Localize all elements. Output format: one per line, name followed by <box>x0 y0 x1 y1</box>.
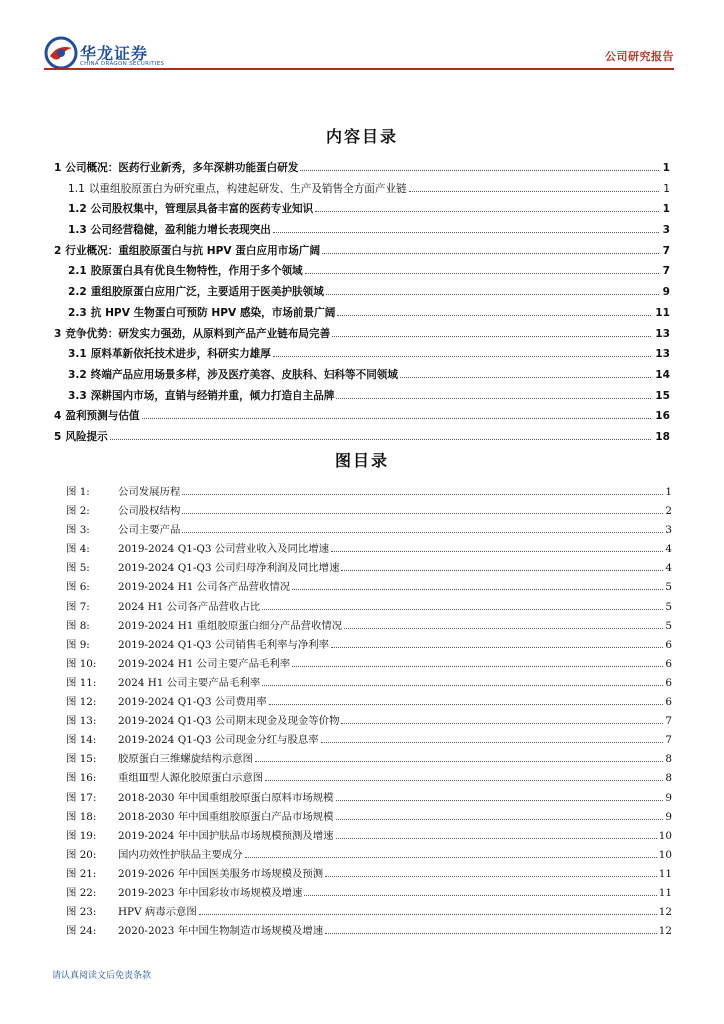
footer-disclaimer: 请认真阅读文后免责条款 <box>52 971 152 981</box>
dot-leader <box>262 601 663 610</box>
figure-entry-page: 8 <box>665 772 672 785</box>
figure-entry-page: 6 <box>665 657 672 670</box>
toc-entry-number: 3.1 <box>68 348 87 361</box>
toc-entry-text: 风险提示 <box>65 430 108 443</box>
figure-entry-page: 5 <box>665 600 672 613</box>
dragon-logo-icon <box>44 36 78 70</box>
toc-entry-text: 以重组胶原蛋白为研究重点，构建起研发、生产及销售全方面产业链 <box>88 182 407 195</box>
figure-entry-page: 2 <box>665 505 672 518</box>
figure-entry-text: 2019-2024 H1 公司各产品营收情况 <box>118 581 291 594</box>
figure-entry[interactable] <box>66 598 672 617</box>
dot-leader <box>142 410 652 419</box>
toc-entry-page: 7 <box>662 265 670 278</box>
figure-entry-text: 2019-2024 Q1-Q3 公司费用率 <box>118 696 267 709</box>
figure-entry-text: 2019-2024 Q1-Q3 公司期末现金及现金等价物 <box>118 715 340 728</box>
figure-entry-number: 图 14: <box>66 734 97 747</box>
figure-entry-page: 10 <box>658 848 672 861</box>
dot-leader <box>336 811 664 820</box>
toc-entry[interactable] <box>54 346 670 367</box>
toc-entry-page: 11 <box>655 306 670 319</box>
figure-entry[interactable] <box>66 559 672 578</box>
toc-entry-number: 4 <box>54 410 62 423</box>
figure-entry-text: 2024 H1 公司各产品营收占比 <box>118 600 261 613</box>
figure-entry[interactable] <box>66 712 672 731</box>
dot-leader <box>265 773 663 782</box>
figure-entry-text: 2019-2024 Q1-Q3 公司现金分红与股息率 <box>118 734 319 747</box>
logo-english-name: CHINA DRAGON SECURITIES <box>80 61 165 67</box>
figure-entry-number: 图 20: <box>66 848 97 861</box>
dot-leader <box>300 162 658 171</box>
dot-leader <box>255 754 663 763</box>
figure-entry-page: 4 <box>665 543 672 556</box>
figure-entry-number: 图 19: <box>66 829 97 842</box>
report-type-label: 公司研究报告 <box>605 50 674 63</box>
dot-leader <box>336 390 651 399</box>
figure-list <box>66 483 672 941</box>
dot-leader <box>199 906 657 915</box>
dot-leader <box>331 543 663 552</box>
figure-entry-number: 图 6: <box>66 581 90 594</box>
toc-entry-text: 重组胶原蛋白应用广泛，主要适用于医美护肤领域 <box>90 286 324 299</box>
figure-entry[interactable] <box>66 483 672 502</box>
toc-entry[interactable] <box>54 408 670 429</box>
figure-entry[interactable] <box>66 884 672 903</box>
dot-leader <box>292 658 663 667</box>
figure-entry[interactable] <box>66 655 672 674</box>
toc-entry-page: 9 <box>662 286 670 299</box>
figure-entry[interactable] <box>66 865 672 884</box>
toc-entry[interactable] <box>54 284 670 305</box>
toc-entry-text: 原料革新依托技术进步，科研实力雄厚 <box>90 348 271 361</box>
figure-entry[interactable] <box>66 731 672 750</box>
figure-entry-number: 图 17: <box>66 791 97 804</box>
figure-entry-number: 图 13: <box>66 715 97 728</box>
figure-list-title: 图目录 <box>334 451 389 470</box>
toc-entry[interactable] <box>54 263 670 284</box>
figure-entry-page: 7 <box>665 715 672 728</box>
dot-leader <box>400 369 651 378</box>
figure-entry-page: 6 <box>665 676 672 689</box>
logo-name: 华龙证券 <box>80 44 149 63</box>
figure-entry-page: 10 <box>658 829 672 842</box>
figure-entry-number: 图 7: <box>66 600 90 613</box>
toc-entry-text: 深耕国内市场，直销与经销并重，倾力打造自主品牌 <box>90 389 335 402</box>
figure-entry[interactable] <box>66 789 672 808</box>
figure-entry-number: 图 15: <box>66 753 97 766</box>
figure-entry-number: 图 16: <box>66 772 97 785</box>
dot-leader <box>304 887 656 896</box>
toc-entry[interactable] <box>54 367 670 388</box>
figure-entry-page: 9 <box>665 791 672 804</box>
figure-entry-page: 6 <box>665 696 672 709</box>
figure-entry-page: 7 <box>665 734 672 747</box>
figure-entry-number: 图 23: <box>66 906 97 919</box>
toc-entry-page: 18 <box>655 430 670 443</box>
toc-entry[interactable] <box>54 243 670 264</box>
toc-entry-page: 1 <box>662 203 670 216</box>
toc-entry-text: 公司股权集中，管理层具备丰富的医药专业知识 <box>90 203 314 216</box>
toc-entry-text: 终端产品应用场景多样，涉及医疗美容、皮肤科、妇科等不同领域 <box>90 368 398 381</box>
figure-entry-text: 2019-2024 Q1-Q3 公司营业收入及同比增速 <box>118 543 330 556</box>
dot-leader <box>321 734 664 743</box>
toc-entry-page: 15 <box>655 389 670 402</box>
toc-entry-text: 竞争优势：研发实力强劲，从原料到产品产业链布局完善 <box>65 327 331 340</box>
toc-entry-number: 2.2 <box>68 286 87 299</box>
figure-entry[interactable] <box>66 502 672 521</box>
toc-entry-page: 14 <box>655 368 670 381</box>
figure-entry-number: 图 18: <box>66 810 97 823</box>
figure-entry-text: 2019-2023 年中国彩妆市场规模及增速 <box>118 886 303 899</box>
figure-entry-page: 9 <box>665 810 672 823</box>
figure-entry-text: 2020-2023 年中国生物制造市场规模及增速 <box>118 925 324 938</box>
figure-entry[interactable] <box>66 636 672 655</box>
toc-entry-number: 2 <box>54 244 62 257</box>
figure-entry-text: 2019-2024 年中国护肤品市场规模预测及增速 <box>118 829 334 842</box>
figure-entry-number: 图 12: <box>66 696 97 709</box>
figure-entry-number: 图 9: <box>66 638 90 651</box>
figure-entry-page: 11 <box>658 867 672 880</box>
toc-entry-page: 1 <box>662 162 670 174</box>
figure-entry-page: 11 <box>658 886 672 899</box>
toc-entry-number: 2.3 <box>68 306 87 319</box>
dot-leader <box>325 868 657 877</box>
dot-leader <box>182 524 663 533</box>
figure-entry-number: 图 11: <box>66 676 97 689</box>
figure-entry[interactable] <box>66 903 672 922</box>
dot-leader <box>305 266 659 275</box>
toc-entry-number: 5 <box>54 430 62 443</box>
figure-entry[interactable] <box>66 769 672 788</box>
toc-entry-text: 抗 HPV 生物蛋白可预防 HPV 感染，市场前景广阔 <box>90 306 336 319</box>
figure-entry-text: 重组Ⅲ型人源化胶原蛋白示意图 <box>118 772 264 785</box>
figure-entry-text: 2019-2026 年中国医美服务市场规模及预测 <box>118 867 324 880</box>
toc-entry-number: 1.1 <box>68 182 85 195</box>
toc-entry[interactable] <box>54 160 670 181</box>
figure-entry-text: 2018-2030 年中国重组胶原蛋白原料市场规模 <box>118 791 334 804</box>
toc-entry-page: 1 <box>663 182 670 195</box>
toc-entry[interactable] <box>54 305 670 326</box>
toc-entry-page: 3 <box>662 224 670 237</box>
toc-entry-number: 2.1 <box>68 265 87 278</box>
toc-entry[interactable] <box>54 326 670 347</box>
toc-entry-number: 3.3 <box>68 389 87 402</box>
toc-entry[interactable] <box>54 429 670 450</box>
dot-leader <box>273 224 659 233</box>
dot-leader <box>341 715 663 724</box>
figure-entry-number: 图 22: <box>66 886 97 899</box>
dot-leader <box>110 431 652 440</box>
figure-entry-page: 5 <box>665 581 672 594</box>
dot-leader <box>273 348 651 357</box>
toc-entry-text: 胶原蛋白具有优良生物特性，作用于多个领域 <box>90 265 303 278</box>
dot-leader <box>262 677 663 686</box>
toc-entry-text: 盈利预测与估值 <box>65 410 140 423</box>
dot-leader <box>326 286 659 295</box>
dot-leader <box>341 563 663 572</box>
figure-entry-text: HPV 病毒示意图 <box>118 906 197 919</box>
dot-leader <box>336 830 657 839</box>
figure-entry-number: 图 24: <box>66 925 97 938</box>
figure-entry-page: 5 <box>665 619 672 632</box>
toc-entry[interactable] <box>54 201 670 222</box>
toc-entry[interactable] <box>54 181 670 202</box>
toc-entry[interactable] <box>54 222 670 243</box>
dot-leader <box>292 582 663 591</box>
company-logo <box>44 36 214 76</box>
toc-entry-number: 1.2 <box>68 203 87 216</box>
toc-entry-text: 公司概况：医药行业新秀，多年深耕功能蛋白研发 <box>65 162 299 174</box>
dot-leader <box>269 696 664 705</box>
figure-entry-page: 12 <box>658 906 672 919</box>
figure-entry-number: 图 4: <box>66 543 90 556</box>
figure-entry-text: 2024 H1 公司主要产品毛利率 <box>118 676 261 689</box>
figure-entry[interactable] <box>66 808 672 827</box>
dot-leader <box>344 620 663 629</box>
figure-entry-text: 公司股权结构 <box>118 505 181 518</box>
dot-leader <box>331 639 663 648</box>
toc-entry-number: 1.3 <box>68 224 87 237</box>
figure-entry-text: 公司发展历程 <box>118 486 181 498</box>
figure-entry-page: 8 <box>665 753 672 766</box>
figure-entry[interactable] <box>66 827 672 846</box>
toc-title: 内容目录 <box>325 127 398 146</box>
figure-entry[interactable] <box>66 693 672 712</box>
toc-entry-page: 13 <box>655 348 670 361</box>
dot-leader <box>332 328 651 337</box>
dot-leader <box>182 505 663 514</box>
figure-entry[interactable] <box>66 922 672 941</box>
figure-entry-text: 2019-2024 H1 重组胶原蛋白细分产品营收情况 <box>118 619 343 632</box>
dot-leader <box>245 849 657 858</box>
toc-entry-page: 16 <box>655 410 670 423</box>
page-header <box>0 0 724 80</box>
figure-entry[interactable] <box>66 521 672 540</box>
figure-entry[interactable] <box>66 578 672 597</box>
toc-entry[interactable] <box>54 388 670 409</box>
figure-entry[interactable] <box>66 750 672 769</box>
dot-leader <box>409 183 660 192</box>
figure-entry-text: 2019-2024 H1 公司主要产品毛利率 <box>118 657 291 670</box>
figure-entry[interactable] <box>66 540 672 559</box>
figure-entry-text: 国内功效性护肤品主要成分 <box>118 848 243 861</box>
figure-entry[interactable] <box>66 674 672 693</box>
figure-entry-number: 图 1: <box>66 486 90 498</box>
figure-entry-number: 图 2: <box>66 505 90 518</box>
toc-entry-number: 1 <box>54 162 62 174</box>
figure-entry-number: 图 10: <box>66 657 97 670</box>
figure-entry-text: 2018-2030 年中国重组胶原蛋白产品市场规模 <box>118 810 334 823</box>
figure-entry-page: 3 <box>665 524 672 537</box>
toc-entry-text: 公司经营稳健，盈利能力增长表现突出 <box>90 224 271 237</box>
dot-leader <box>336 792 664 801</box>
figure-entry-text: 胶原蛋白三维螺旋结构示意图 <box>118 753 254 766</box>
toc-entry-page: 13 <box>655 327 670 340</box>
dot-leader <box>182 486 663 495</box>
figure-entry-number: 图 21: <box>66 867 97 880</box>
dot-leader <box>337 307 651 316</box>
toc-entry-text: 行业概况：重组胶原蛋白与抗 HPV 蛋白应用市场广阔 <box>65 244 321 257</box>
figure-entry-number: 图 5: <box>66 562 90 575</box>
figure-entry-page: 1 <box>665 486 672 498</box>
dot-leader <box>315 203 658 212</box>
figure-entry-page: 4 <box>665 562 672 575</box>
figure-entry-text: 公司主要产品 <box>118 524 181 537</box>
figure-entry-page: 12 <box>658 925 672 938</box>
table-of-contents <box>54 160 670 450</box>
figure-entry-text: 2019-2024 Q1-Q3 公司销售毛利率与净利率 <box>118 638 330 651</box>
figure-entry-number: 图 8: <box>66 619 90 632</box>
header-divider <box>44 68 674 70</box>
toc-entry-number: 3.2 <box>68 368 87 381</box>
figure-entry-number: 图 3: <box>66 524 90 537</box>
dot-leader <box>322 245 659 254</box>
figure-entry[interactable] <box>66 617 672 636</box>
figure-entry-page: 6 <box>665 638 672 651</box>
toc-entry-number: 3 <box>54 327 62 340</box>
dot-leader <box>325 925 657 934</box>
toc-entry-page: 7 <box>662 244 670 257</box>
figure-entry[interactable] <box>66 846 672 865</box>
figure-entry-text: 2019-2024 Q1-Q3 公司归母净利润及同比增速 <box>118 562 340 575</box>
